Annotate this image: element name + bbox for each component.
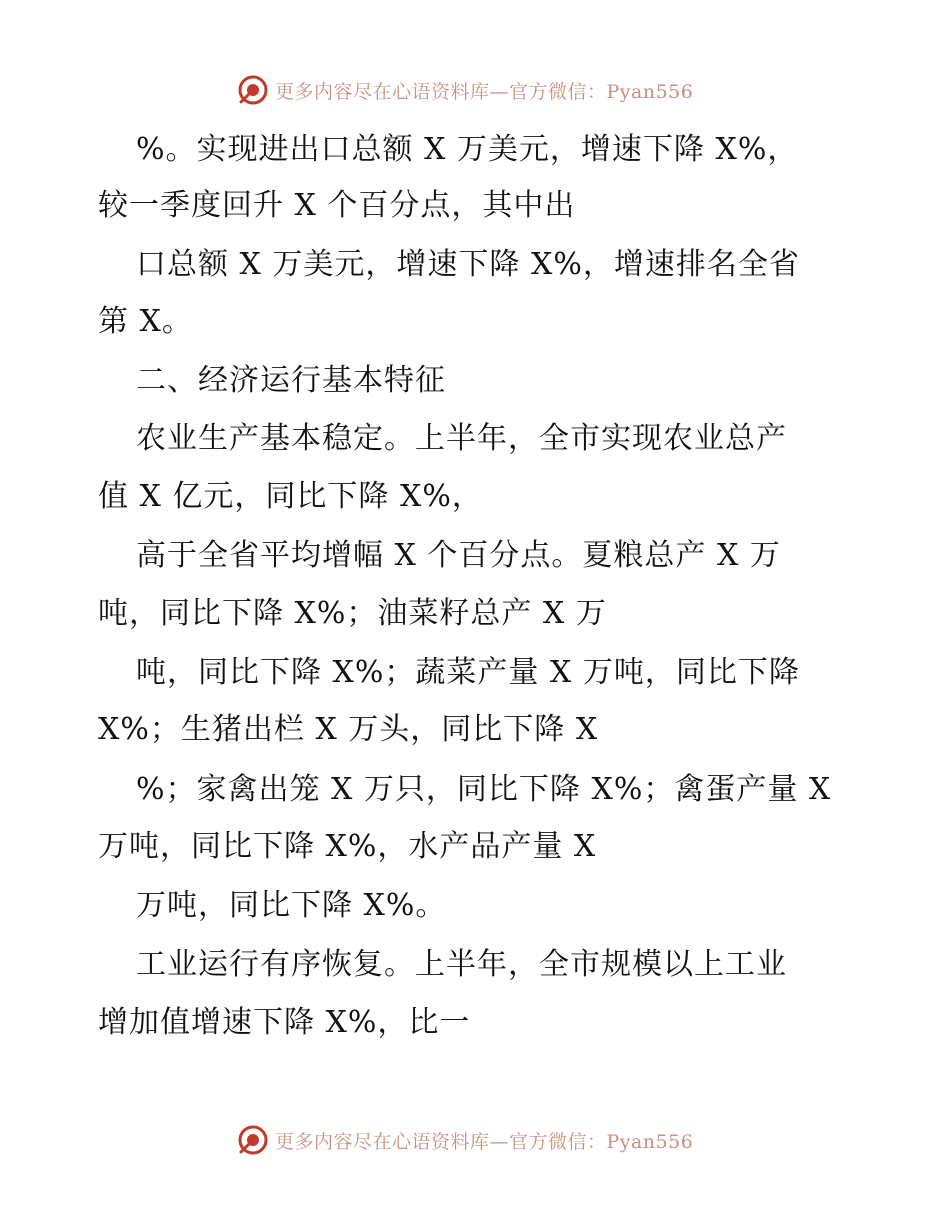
text-line: 工业运行有序恢复。上半年，全市规模以上工业 (136, 947, 787, 982)
text-line: %；家禽出笼 X 万只，同比下降 X%；禽蛋产量 X (136, 772, 832, 807)
text-line: X%；生猪出栏 X 万头，同比下降 X (98, 712, 599, 747)
text-line: 万吨，同比下降 X%，水产品产量 X (98, 829, 597, 864)
text-line: %。实现进出口总额 X 万美元，增速下降 X%， (136, 132, 799, 167)
text-line: 吨，同比下降 X%；油菜籽总产 X 万 (98, 596, 607, 631)
text-line: 农业生产基本稳定。上半年，全市实现农业总产 (136, 421, 787, 456)
pen-logo-icon (237, 1124, 269, 1156)
text-line: 较一季度回升 X 个百分点，其中出 (98, 188, 576, 223)
section-heading: 二、经济运行基本特征 (136, 363, 446, 398)
footer-banner (237, 1123, 693, 1157)
text-line: 吨，同比下降 X%；蔬菜产量 X 万吨，同比下降 (136, 655, 800, 690)
text-line: 万吨，同比下降 X%。 (136, 888, 447, 923)
footer-banner-text: 更多内容尽在心语资料库—官方微信：Pyan556 (275, 1130, 694, 1153)
text-line: 口总额 X 万美元，增速下降 X%，增速排名全省 (136, 247, 800, 282)
text-line: 第 X。 (98, 304, 193, 339)
text-line: 增加值增速下降 X%，比一 (98, 1005, 471, 1040)
text-line: 值 X 亿元，同比下降 X%， (98, 479, 483, 514)
text-line: 高于全省平均增幅 X 个百分点。夏粮总产 X 万 (136, 538, 781, 573)
header-banner-text: 更多内容尽在心语资料库—官方微信：Pyan556 (275, 80, 694, 103)
